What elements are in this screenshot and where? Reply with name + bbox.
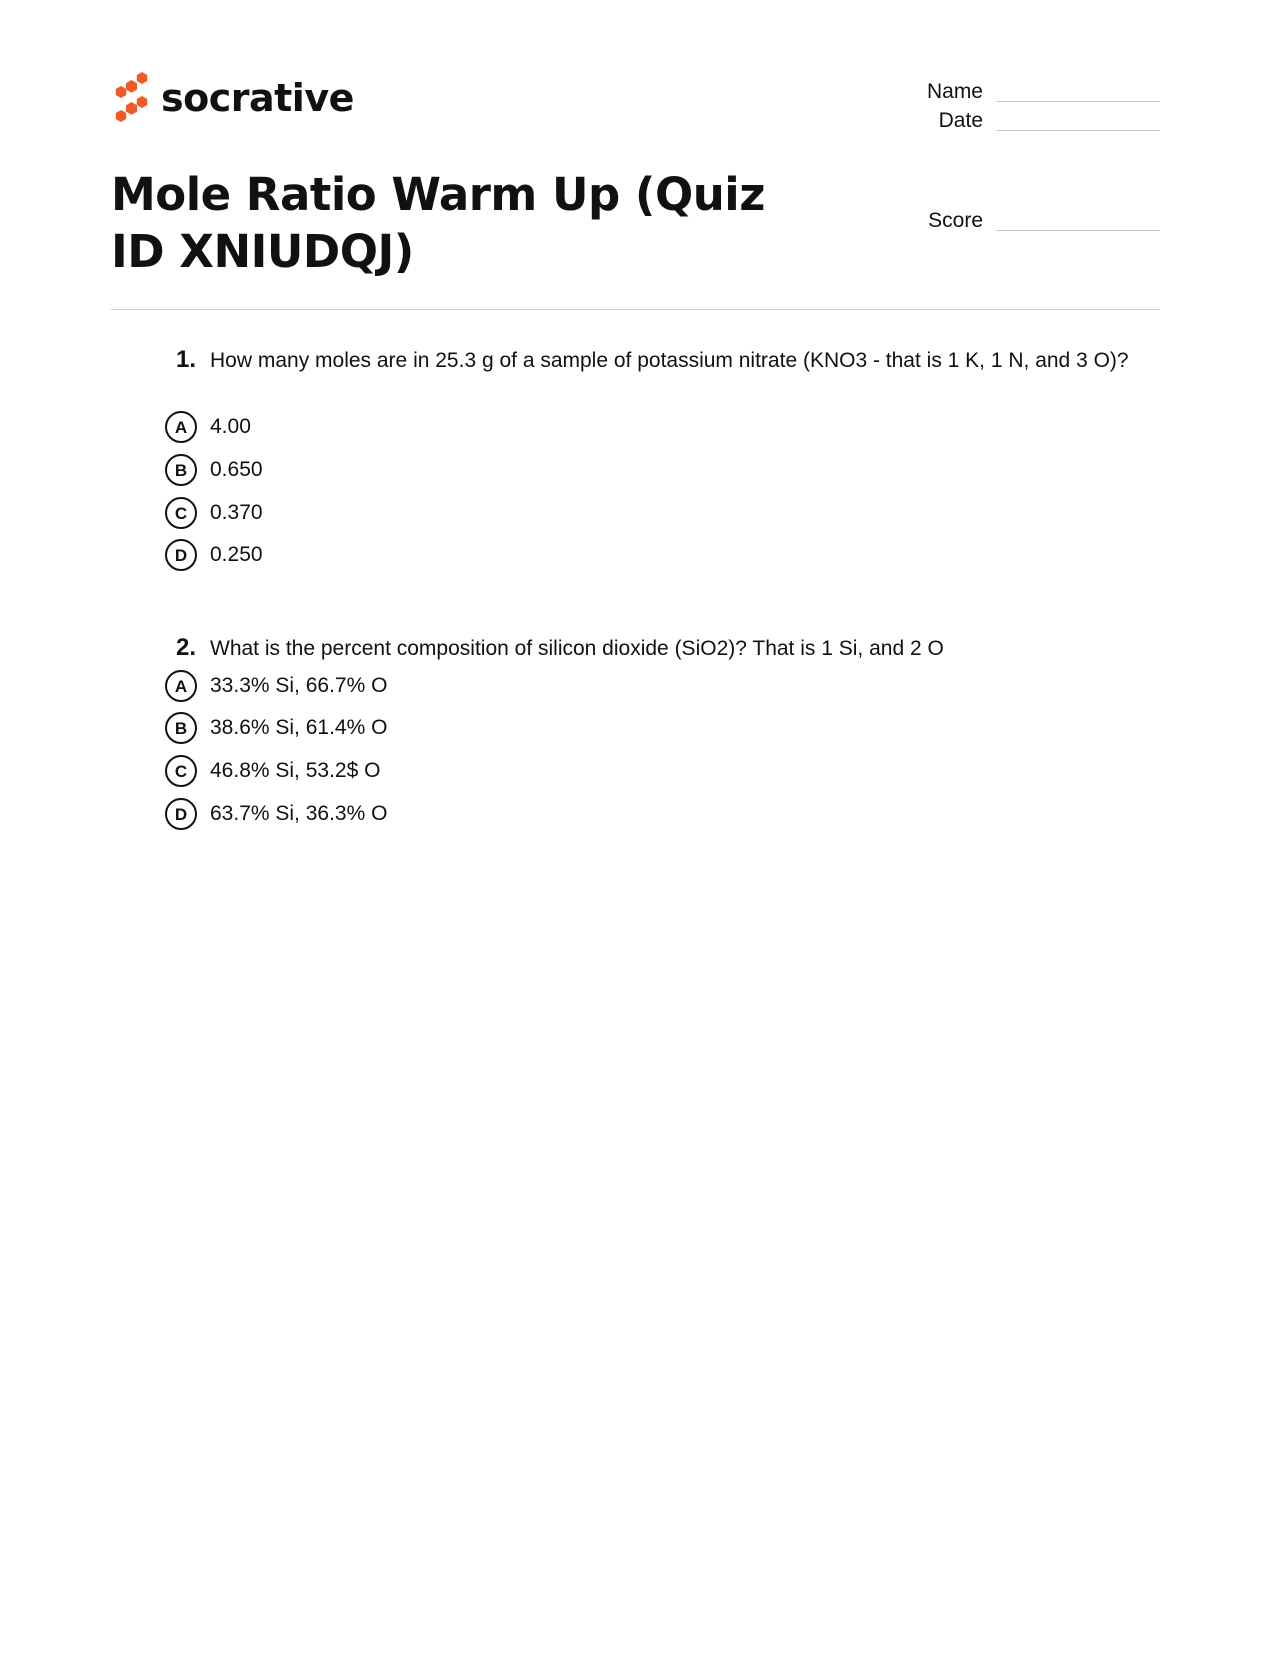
choice-d[interactable] xyxy=(165,797,387,831)
choice-bubble[interactable]: D xyxy=(165,798,197,830)
name-line xyxy=(996,101,1160,102)
socrative-logo xyxy=(111,72,354,124)
choice-text: 63.7% Si, 36.3% O xyxy=(210,802,388,825)
choice-text: 38.6% Si, 61.4% O xyxy=(210,716,388,739)
choice-text: 4.00 xyxy=(210,415,251,438)
brand-name: socrative xyxy=(161,76,354,120)
question-text: What is the percent composition of silicon dioxide (SiO2)? That is 1 Si, and 2 O xyxy=(210,637,944,660)
choice-bubble[interactable]: D xyxy=(165,539,197,571)
score-label: Score xyxy=(928,209,983,232)
name-label: Name xyxy=(926,80,983,103)
question-text: How many moles are in 25.3 g of a sample of potassium nitrate (KNO3 - that is 1 K, 1 N, and 3 O)? xyxy=(210,349,1129,372)
choice-a[interactable] xyxy=(165,410,251,444)
choice-text: 0.650 xyxy=(210,458,263,481)
choice-b[interactable] xyxy=(165,711,387,745)
choice-text: 33.3% Si, 66.7% O xyxy=(210,674,388,697)
choice-bubble[interactable]: B xyxy=(165,454,197,486)
choice-bubble[interactable]: C xyxy=(165,497,197,529)
page-title: Mole Ratio Warm Up (Quiz ID XNIUDQJ) xyxy=(111,168,765,278)
score-line xyxy=(996,230,1160,231)
date-line xyxy=(996,130,1160,131)
score-field xyxy=(860,203,1160,233)
question-number: 2. xyxy=(175,634,196,661)
choice-c[interactable] xyxy=(165,496,263,530)
choice-bubble[interactable]: B xyxy=(165,712,197,744)
choice-bubble[interactable]: C xyxy=(165,755,197,787)
choice-c[interactable] xyxy=(165,754,380,788)
choice-text: 0.370 xyxy=(210,501,263,524)
date-label: Date xyxy=(938,109,983,132)
choice-text: 46.8% Si, 53.2$ O xyxy=(210,759,381,782)
choice-a[interactable] xyxy=(165,669,387,703)
header-divider xyxy=(111,309,1160,310)
choice-text: 0.250 xyxy=(210,543,263,566)
date-field xyxy=(860,103,1160,133)
question-number: 1. xyxy=(175,346,196,373)
choice-d[interactable] xyxy=(165,538,263,572)
choice-b[interactable] xyxy=(165,453,263,487)
choice-bubble[interactable]: A xyxy=(165,670,197,702)
choice-bubble[interactable]: A xyxy=(165,411,197,443)
socrative-hexagon-cluster-icon xyxy=(111,72,149,124)
name-field xyxy=(860,74,1160,104)
